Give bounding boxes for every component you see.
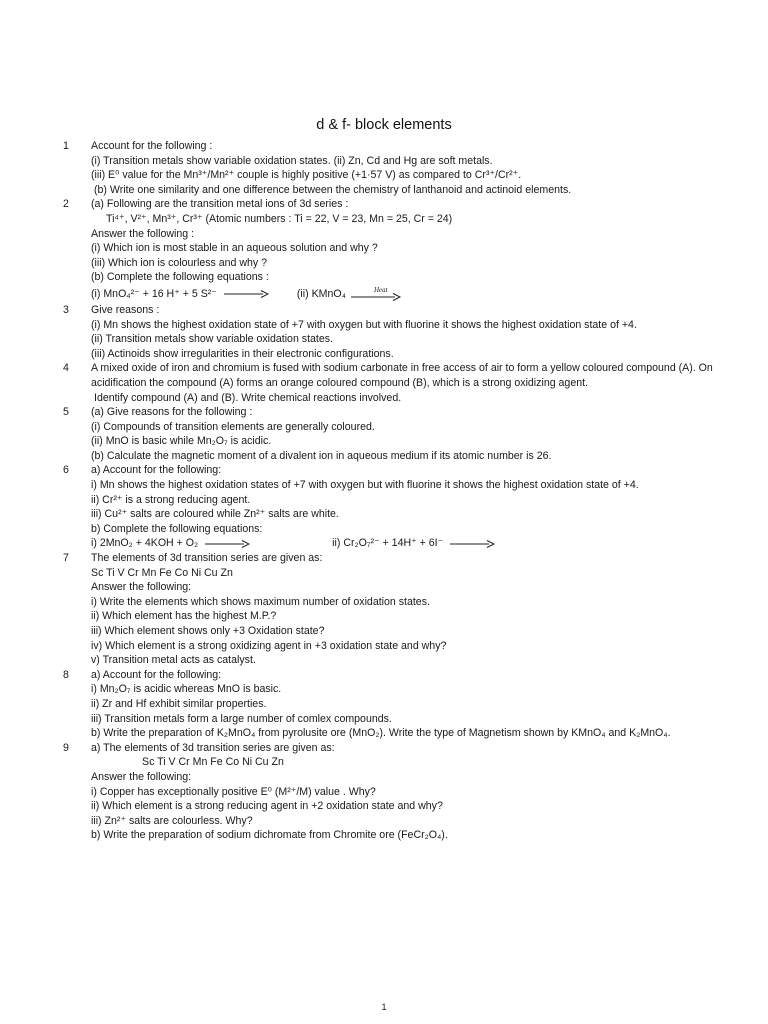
question-line: Answer the following:	[91, 581, 192, 594]
question-1	[0, 139, 768, 197]
question-line: (iii) Actinoids show irregularities in their electronic configurations.	[91, 347, 394, 360]
question-list	[0, 139, 768, 843]
question-line: a) The elements of 3d transition series are given as:	[91, 741, 335, 754]
question-line: i) Mn₂O₇ is acidic whereas MnO is basic.	[91, 683, 282, 696]
reaction-arrow-icon	[204, 539, 250, 549]
question-line: (i) Mn shows the highest oxidation state of +7 with oxygen but with fluorine it shows the highest oxidation state of +4.	[91, 318, 637, 331]
question-number: 7	[63, 552, 69, 565]
question-line: ii) Cr²⁺ is a strong reducing agent.	[91, 493, 251, 506]
question-body	[91, 551, 721, 668]
question-line: (b) Write one similarity and one difference between the chemistry of lanthanoid and actinoid elements.	[94, 183, 572, 196]
question-line: (b) Calculate the magnetic moment of a divalent ion in aqueous medium if its atomic number is 26.	[91, 449, 552, 462]
question-line: Ti⁴⁺, V²⁺, Mn³⁺, Cr³⁺ (Atomic numbers : Ti = 22, V = 23, Mn = 25, Cr = 24)	[106, 212, 453, 225]
equation-left: (i) MnO₄²⁻ + 16 H⁺ + 5 S²⁻	[91, 287, 217, 300]
question-line: iv) Which element is a strong oxidizing agent in +3 oxidation state and why?	[91, 639, 447, 652]
question-line: Answer the following:	[91, 770, 192, 783]
question-line: a) Account for the following:	[91, 668, 222, 681]
question-line: (b) Complete the following equations :	[91, 271, 269, 284]
question-number: 5	[63, 406, 69, 419]
question-number: 6	[63, 464, 69, 477]
question-line: i) Copper has exceptionally positive E⁰ (M²⁺/M) value . Why?	[91, 785, 376, 798]
question-number: 4	[63, 362, 69, 375]
question-body	[91, 303, 721, 361]
question-line: (i) Compounds of transition elements are generally coloured.	[91, 420, 375, 433]
question-9	[0, 741, 768, 843]
question-2	[0, 197, 768, 303]
question-body	[91, 139, 721, 197]
question-body	[91, 741, 721, 843]
question-number: 9	[63, 741, 69, 754]
question-line: ii) Which element has the highest M.P.?	[91, 610, 277, 623]
question-number: 1	[63, 140, 69, 152]
question-line: (ii) Transition metals show variable oxidation states.	[91, 333, 333, 346]
element-list: Sc Ti V Cr Mn Fe Co Ni Cu Zn	[142, 756, 284, 769]
question-line: v) Transition metal acts as catalyst.	[91, 654, 256, 667]
question-line: (iii) Which ion is colourless and why ?	[91, 256, 268, 269]
question-line: b) Write the preparation of K₂MnO₄ from pyrolusite ore (MnO₂). Write the type of Magnetism shown by KMnO₄ and K₂MnO₄.	[91, 727, 671, 740]
question-line: Identify compound (A) and (B). Write chemical reactions involved.	[94, 391, 402, 404]
heat-arrow-icon	[350, 286, 402, 302]
question-line: i) Mn shows the highest oxidation states of +7 with oxygen but with fluorine it shows the highest oxidation state of +4.	[91, 479, 639, 492]
question-3	[0, 303, 768, 361]
page-title: d & f- block elements	[316, 117, 452, 133]
question-line: (i) Transition metals show variable oxidation states. (ii) Zn, Cd and Hg are soft metals.	[91, 154, 493, 167]
question-body	[91, 405, 721, 463]
question-line: iii) Zn²⁺ salts are colourless. Why?	[91, 814, 253, 827]
question-5	[0, 405, 768, 463]
equation-line	[91, 285, 721, 303]
question-line: (a) Following are the transition metal ions of 3d series :	[91, 198, 349, 211]
question-line: (a) Give reasons for the following :	[91, 406, 253, 419]
question-line: Give reasons :	[91, 303, 160, 316]
question-body	[91, 361, 721, 405]
question-line: (ii) MnO is basic while Mn₂O₇ is acidic.	[91, 435, 272, 448]
question-6	[0, 463, 768, 551]
question-4	[0, 361, 768, 405]
question-body	[91, 463, 721, 551]
question-line: The elements of 3d transition series are given as:	[91, 552, 323, 565]
question-body	[91, 197, 721, 303]
question-line: iii) Transition metals form a large number of comlex compounds.	[91, 712, 392, 725]
equation-left: i) 2MnO₂ + 4KOH + O₂	[91, 537, 199, 550]
question-line: Answer the following :	[91, 227, 195, 240]
question-line: ii) Zr and Hf exhibit similar properties.	[91, 697, 267, 710]
question-line: i) Write the elements which shows maximum number of oxidation states.	[91, 595, 430, 608]
equation-line	[91, 536, 721, 551]
question-line: a) Account for the following:	[91, 464, 222, 477]
question-number: 8	[63, 668, 69, 681]
question-line: iii) Cu²⁺ salts are coloured while Zn²⁺ salts are white.	[91, 508, 339, 521]
question-number: 2	[63, 198, 69, 211]
question-line: (iii) E⁰ value for the Mn³⁺/Mn²⁺ couple is highly positive (+1·57 V) as compared to Cr³⁺/Cr²⁺.	[91, 169, 522, 182]
question-8	[0, 668, 768, 741]
page-number: 1	[381, 1002, 387, 1012]
question-line: Account for the following :	[91, 140, 213, 152]
question-line: b) Complete the following equations:	[91, 522, 263, 535]
question-line: (i) Which ion is most stable in an aqueous solution and why ?	[91, 242, 378, 255]
question-number: 3	[63, 303, 69, 316]
question-line: iii) Which element shows only +3 Oxidation state?	[91, 625, 325, 637]
equation-right: (ii) KMnO₄	[296, 287, 346, 300]
reaction-arrow-icon	[449, 539, 495, 549]
reaction-arrow-icon	[223, 289, 269, 299]
question-line: ii) Which element is a strong reducing agent in +2 oxidation state and why?	[91, 800, 443, 813]
element-list: Sc Ti V Cr Mn Fe Co Ni Cu Zn	[91, 566, 233, 579]
question-7	[0, 551, 768, 668]
heat-label: Heat	[373, 285, 388, 294]
question-body	[91, 668, 721, 741]
equation-right: ii) Cr₂O₇²⁻ + 14H⁺ + 6I⁻	[332, 537, 444, 550]
question-line: b) Write the preparation of sodium dichromate from Chromite ore (FeCr₂O₄).	[91, 829, 448, 842]
question-line: A mixed oxide of iron and chromium is fused with sodium carbonate in free access of air to form a yellow coloured compound (A). On acidification the compound (A) forms an orange coloured compound (B), which is a strong oxidizing agent.	[91, 362, 713, 389]
